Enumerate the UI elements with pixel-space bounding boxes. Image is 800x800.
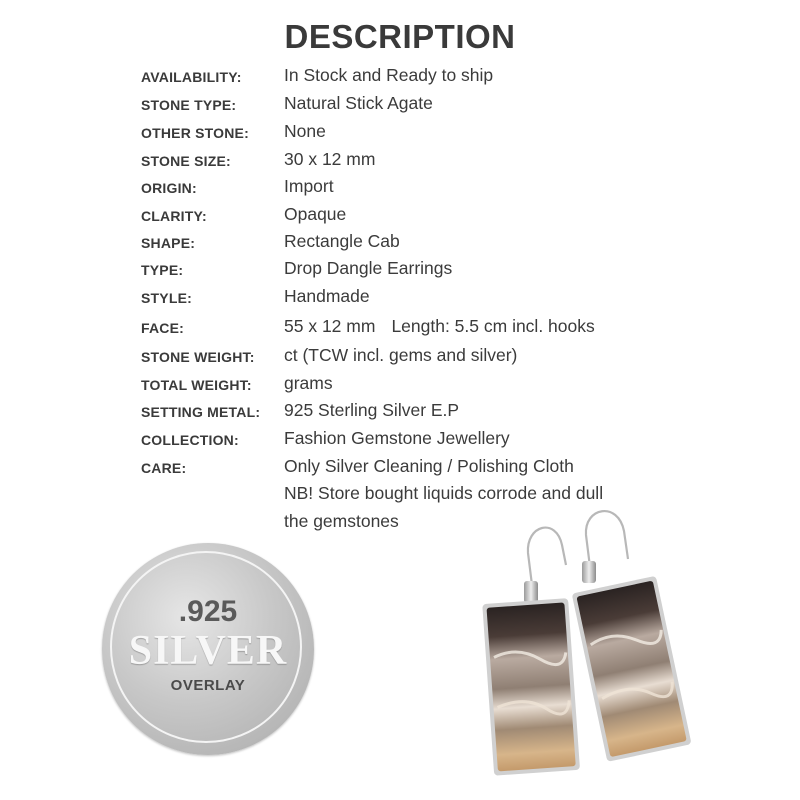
spec-value: Drop Dangle Earrings bbox=[284, 258, 453, 278]
badge-silver-text: SILVER bbox=[128, 628, 288, 674]
spec-label: SHAPE: bbox=[141, 235, 196, 251]
spec-label: OTHER STONE: bbox=[141, 125, 249, 141]
spec-row-collection bbox=[141, 425, 701, 453]
spec-row-stone-type bbox=[141, 90, 701, 118]
spec-row-shape bbox=[141, 228, 701, 256]
spec-value: grams bbox=[284, 373, 333, 393]
spec-label: SETTING METAL: bbox=[141, 404, 261, 420]
spec-value: 30 x 12 mm bbox=[284, 149, 376, 169]
left-earring bbox=[482, 598, 580, 776]
spec-row-style bbox=[141, 283, 701, 311]
right-earring bbox=[572, 576, 692, 762]
spec-value: ct (TCW incl. gems and silver) bbox=[284, 345, 518, 365]
spec-label: STYLE: bbox=[141, 290, 192, 306]
spec-value: Import bbox=[284, 176, 334, 196]
badge-overlay-text: OVERLAY bbox=[170, 677, 246, 694]
spec-row-clarity bbox=[141, 201, 701, 229]
spec-label: STONE WEIGHT: bbox=[141, 349, 255, 365]
spec-row-other-stone bbox=[141, 118, 701, 146]
spec-value: In Stock and Ready to ship bbox=[284, 65, 494, 85]
spec-row-setting-metal bbox=[141, 397, 701, 425]
silver-overlay-badge bbox=[102, 543, 314, 755]
spec-label: STONE TYPE: bbox=[141, 97, 237, 113]
right-coil bbox=[582, 561, 596, 583]
spec-value: Handmade bbox=[284, 286, 370, 306]
page-title: DESCRIPTION bbox=[284, 18, 516, 55]
left-hook bbox=[528, 528, 566, 585]
spec-row-stone-size bbox=[141, 146, 701, 174]
spec-value: Rectangle Cab bbox=[284, 231, 400, 251]
care-note-line-1: NB! Store bought liquids corrode and dull bbox=[284, 483, 604, 503]
face-length-value: Length: 5.5 cm incl. hooks bbox=[391, 316, 595, 336]
spec-value: None bbox=[284, 121, 326, 141]
spec-value: Natural Stick Agate bbox=[284, 93, 433, 113]
spec-label: TYPE: bbox=[141, 262, 184, 278]
spec-row-care bbox=[141, 453, 701, 481]
spec-label: ORIGIN: bbox=[141, 180, 197, 196]
spec-row-type bbox=[141, 255, 701, 283]
left-coil bbox=[524, 581, 538, 603]
spec-label: CARE: bbox=[141, 460, 187, 476]
spec-label: FACE: bbox=[141, 320, 184, 336]
care-note-line-2: the gemstones bbox=[284, 511, 399, 531]
spec-row-face bbox=[141, 313, 701, 341]
badge-purity-text: .925 bbox=[178, 595, 238, 628]
spec-row-availability bbox=[141, 62, 701, 90]
spec-label: AVAILABILITY: bbox=[141, 69, 242, 85]
spec-value: 925 Sterling Silver E.P bbox=[284, 400, 460, 420]
spec-value bbox=[284, 316, 595, 337]
spec-label: TOTAL WEIGHT: bbox=[141, 377, 252, 393]
spec-value: Fashion Gemstone Jewellery bbox=[284, 428, 510, 448]
face-size-value: 55 x 12 mm bbox=[284, 316, 376, 336]
spec-row-stone-weight bbox=[141, 342, 701, 370]
earrings-product-image bbox=[470, 505, 730, 795]
spec-row-total-weight bbox=[141, 370, 701, 398]
spec-row-origin bbox=[141, 173, 701, 201]
spec-label: STONE SIZE: bbox=[141, 153, 231, 169]
spec-label: CLARITY: bbox=[141, 208, 207, 224]
spec-value: Opaque bbox=[284, 204, 347, 224]
right-hook bbox=[586, 511, 628, 567]
spec-label: COLLECTION: bbox=[141, 432, 239, 448]
spec-value: Only Silver Cleaning / Polishing Cloth bbox=[284, 456, 574, 476]
